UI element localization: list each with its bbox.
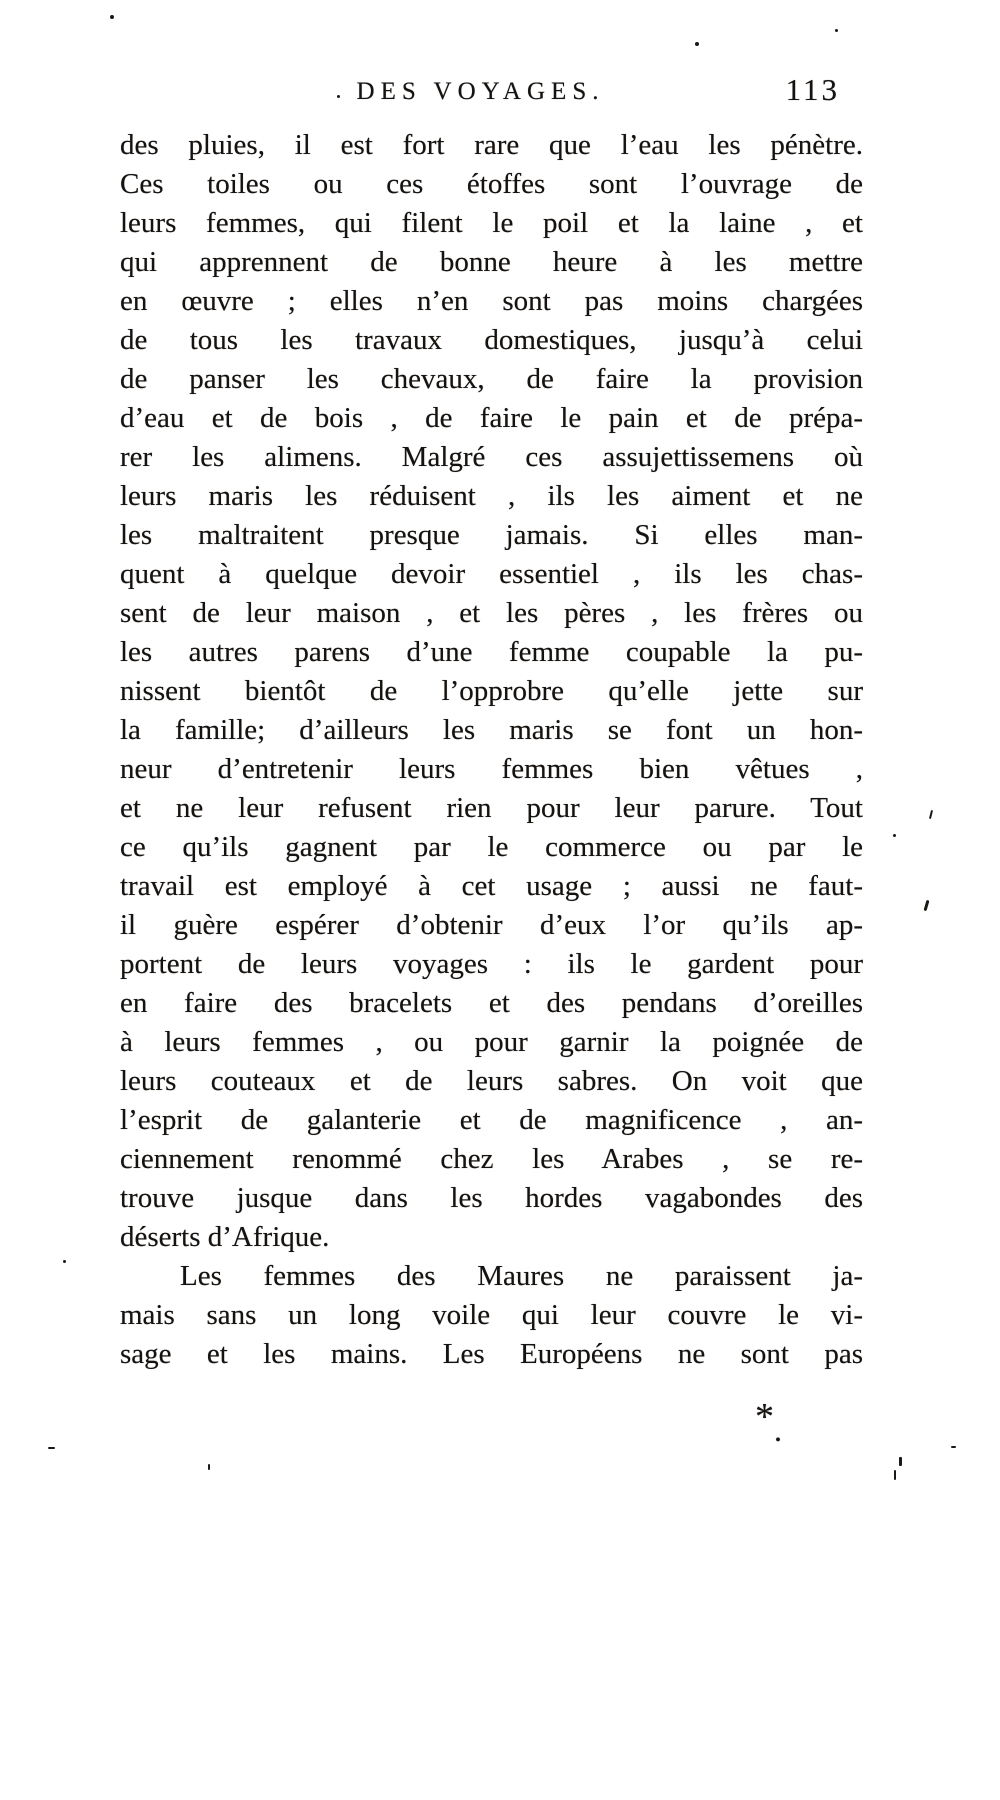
text-line: trouve jusque dans les hordes vagabondes des — [120, 1182, 863, 1214]
scan-speck — [63, 1260, 66, 1263]
text-line: sage et les mains. Les Européens ne sont pas — [120, 1338, 863, 1370]
text-line: ce qu’ils gagnent par le commerce ou par le — [120, 831, 863, 863]
scan-speck — [208, 1464, 210, 1470]
text-line: Les femmes des Maures ne paraissent ja- — [180, 1260, 863, 1292]
scan-speck — [110, 15, 114, 19]
signature-mark-dot: . — [774, 1412, 782, 1448]
paragraph — [120, 126, 863, 1257]
text-line: leurs maris les réduisent , ils les aiment et ne — [120, 480, 863, 512]
text-line: neur d’entretenir leurs femmes bien vêtues , — [120, 753, 863, 785]
text-line: leurs femmes, qui filent le poil et la laine , et — [120, 207, 863, 239]
text-line: et ne leur refusent rien pour leur parure. Tout — [120, 792, 863, 824]
text-line: sent de leur maison , et les pères , les frères ou — [120, 597, 863, 629]
text-line: les autres parens d’une femme coupable la pu- — [120, 636, 863, 668]
text-line: mais sans un long voile qui leur couvre le vi- — [120, 1299, 863, 1331]
text-line: de panser les chevaux, de faire la provision — [120, 363, 863, 395]
text-line: portent de leurs voyages : ils le gardent pour — [120, 948, 863, 980]
scan-speck — [899, 1457, 902, 1466]
scan-speck — [929, 810, 933, 819]
text-line: nissent bientôt de l’opprobre qu’elle jette sur — [120, 675, 863, 707]
text-line: à leurs femmes , ou pour garnir la poignée de — [120, 1026, 863, 1058]
text-line: il guère espérer d’obtenir d’eux l’or qu’ils ap- — [120, 909, 863, 941]
page-text-block — [120, 126, 863, 1374]
scan-speck — [835, 29, 838, 32]
page-number: 113 — [785, 72, 840, 107]
scan-speck — [48, 1447, 55, 1449]
scan-speck — [951, 1446, 956, 1448]
running-title: DES VOYAGES. — [356, 78, 605, 105]
text-line: en œuvre ; elles n’en sont pas moins chargées — [120, 285, 863, 317]
text-line: leurs couteaux et de leurs sabres. On voit que — [120, 1065, 863, 1097]
text-line: quent à quelque devoir essentiel , ils les chas- — [120, 558, 863, 590]
scan-speck — [337, 95, 340, 98]
scan-speck — [695, 42, 699, 46]
text-line: des pluies, il est fort rare que l’eau les pénètre. — [120, 129, 863, 161]
text-line: en faire des bracelets et des pendans d’oreilles — [120, 987, 863, 1019]
text-line: rer les alimens. Malgré ces assujettissemens où — [120, 441, 863, 473]
scan-speck — [893, 834, 896, 837]
text-line: Ces toiles ou ces étoffes sont l’ouvrage de — [120, 168, 863, 200]
paragraph — [120, 1257, 863, 1374]
scan-speck — [924, 900, 930, 911]
scan-speck — [894, 1470, 896, 1480]
text-line: l’esprit de galanterie et de magnificence , an- — [120, 1104, 863, 1136]
signature-mark-asterisk: * — [755, 1396, 774, 1438]
text-line: la famille; d’ailleurs les maris se font un hon- — [120, 714, 863, 746]
text-line: travail est employé à cet usage ; aussi ne faut- — [120, 870, 863, 902]
text-line: ciennement renommé chez les Arabes , se re- — [120, 1143, 863, 1175]
text-line: de tous les travaux domestiques, jusqu’à celui — [120, 324, 863, 356]
text-line: qui apprennent de bonne heure à les mettre — [120, 246, 863, 278]
text-line: déserts d’Afrique. — [120, 1221, 330, 1253]
text-line: les maltraitent presque jamais. Si elles man- — [120, 519, 863, 551]
text-line: d’eau et de bois , de faire le pain et de prépa- — [120, 402, 863, 434]
